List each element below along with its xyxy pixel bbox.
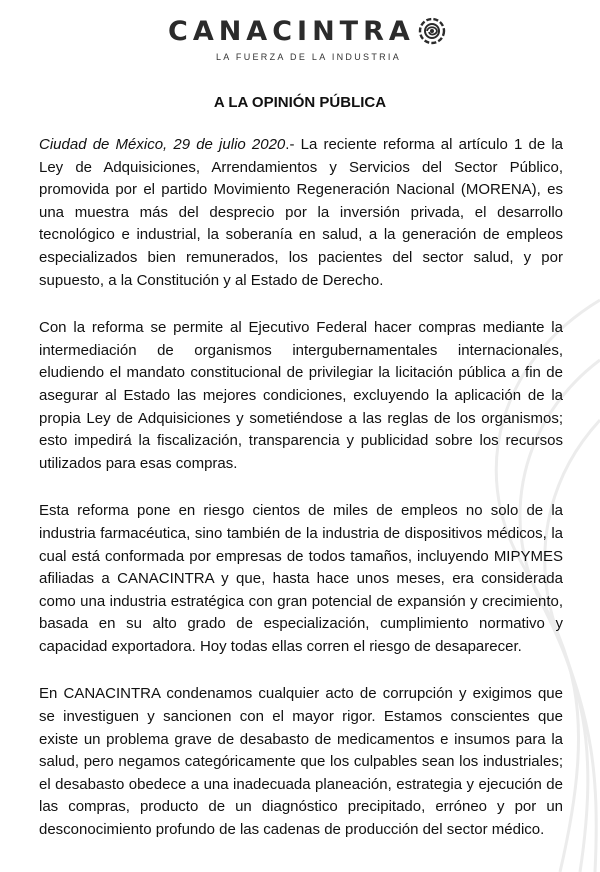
paragraph-2: Con la reforma se permite al Ejecutivo Federal hacer compras mediante la intermediación de organismos intergubernamentales internacionales, eludiendo el mandato constitucional de privilegiar la licitación pública a fin de asegurar al Estado las mejores condiciones, excluyendo la aplicación de la propia Ley de Adquisiciones y sometiéndose a las reglas de los organismos; esto impedirá la fiscalización, transparencia y publicidad sobre los recursos utilizados para esas compras. <box>39 319 563 472</box>
brand-wordmark: CANACINTRA <box>168 16 415 47</box>
paragraph-1 <box>39 134 563 292</box>
paragraph-1-text: .- La reciente reforma al artículo 1 de la Ley de Adquisiciones, Arrendamientos y Servicios del Sector Público, promovida por el partido Movimiento Regeneración Nacional (MORENA), es una muestra más del desprecio por la inversión privada, el desarrollo tecnológico e industrial, la soberanía en salud, a la generación de empleos especializados bien remunerados, los pacientes del sector salud, y por supuesto, a la Constitución y al Estado de Derecho. <box>39 136 564 289</box>
paragraph-3: Esta reforma pone en riesgo cientos de miles de empleos no solo de la industria farmacéutica, sino también de la industria de dispositivos médicos, la cual está conformada por empresas de todos tamaños, incluyendo MIPYMES afiliadas a CANACINTRA y que, hasta hace unos meses, era considerada como una industria estratégica con gran potencial de expansión y crecimiento, basada en su alto grado de especialización, cumplimiento normativo y capacidad exportadora. Hoy todas ellas corren el riesgo de desaparecer. <box>39 502 563 655</box>
paragraph-4: En CANACINTRA condenamos cualquier acto de corrupción y exigimos que se investiguen y sancionen con el mayor rigor. Estamos conscientes que existe un problema grave de desabasto de medicamentos e insumos para la salud, pero negamos categóricamente que los culpables sean los industriales; el desabasto obedece a una inadecuada planeación, estrategia y ejecución de las compras, producto de un diagnóstico precipitado, erróneo y por un desconocimiento profundo de las cadenas de producción del sector médico. <box>39 685 563 839</box>
letterhead <box>0 12 600 72</box>
brand-tagline: LA FUERZA DE LA INDUSTRIA <box>216 52 402 62</box>
document-title: A LA OPINIÓN PÚBLICA <box>213 94 387 111</box>
dateline: Ciudad de México, 29 de julio 2020 <box>39 136 286 153</box>
gear-swirl-icon <box>416 15 448 47</box>
document-body <box>39 134 563 842</box>
